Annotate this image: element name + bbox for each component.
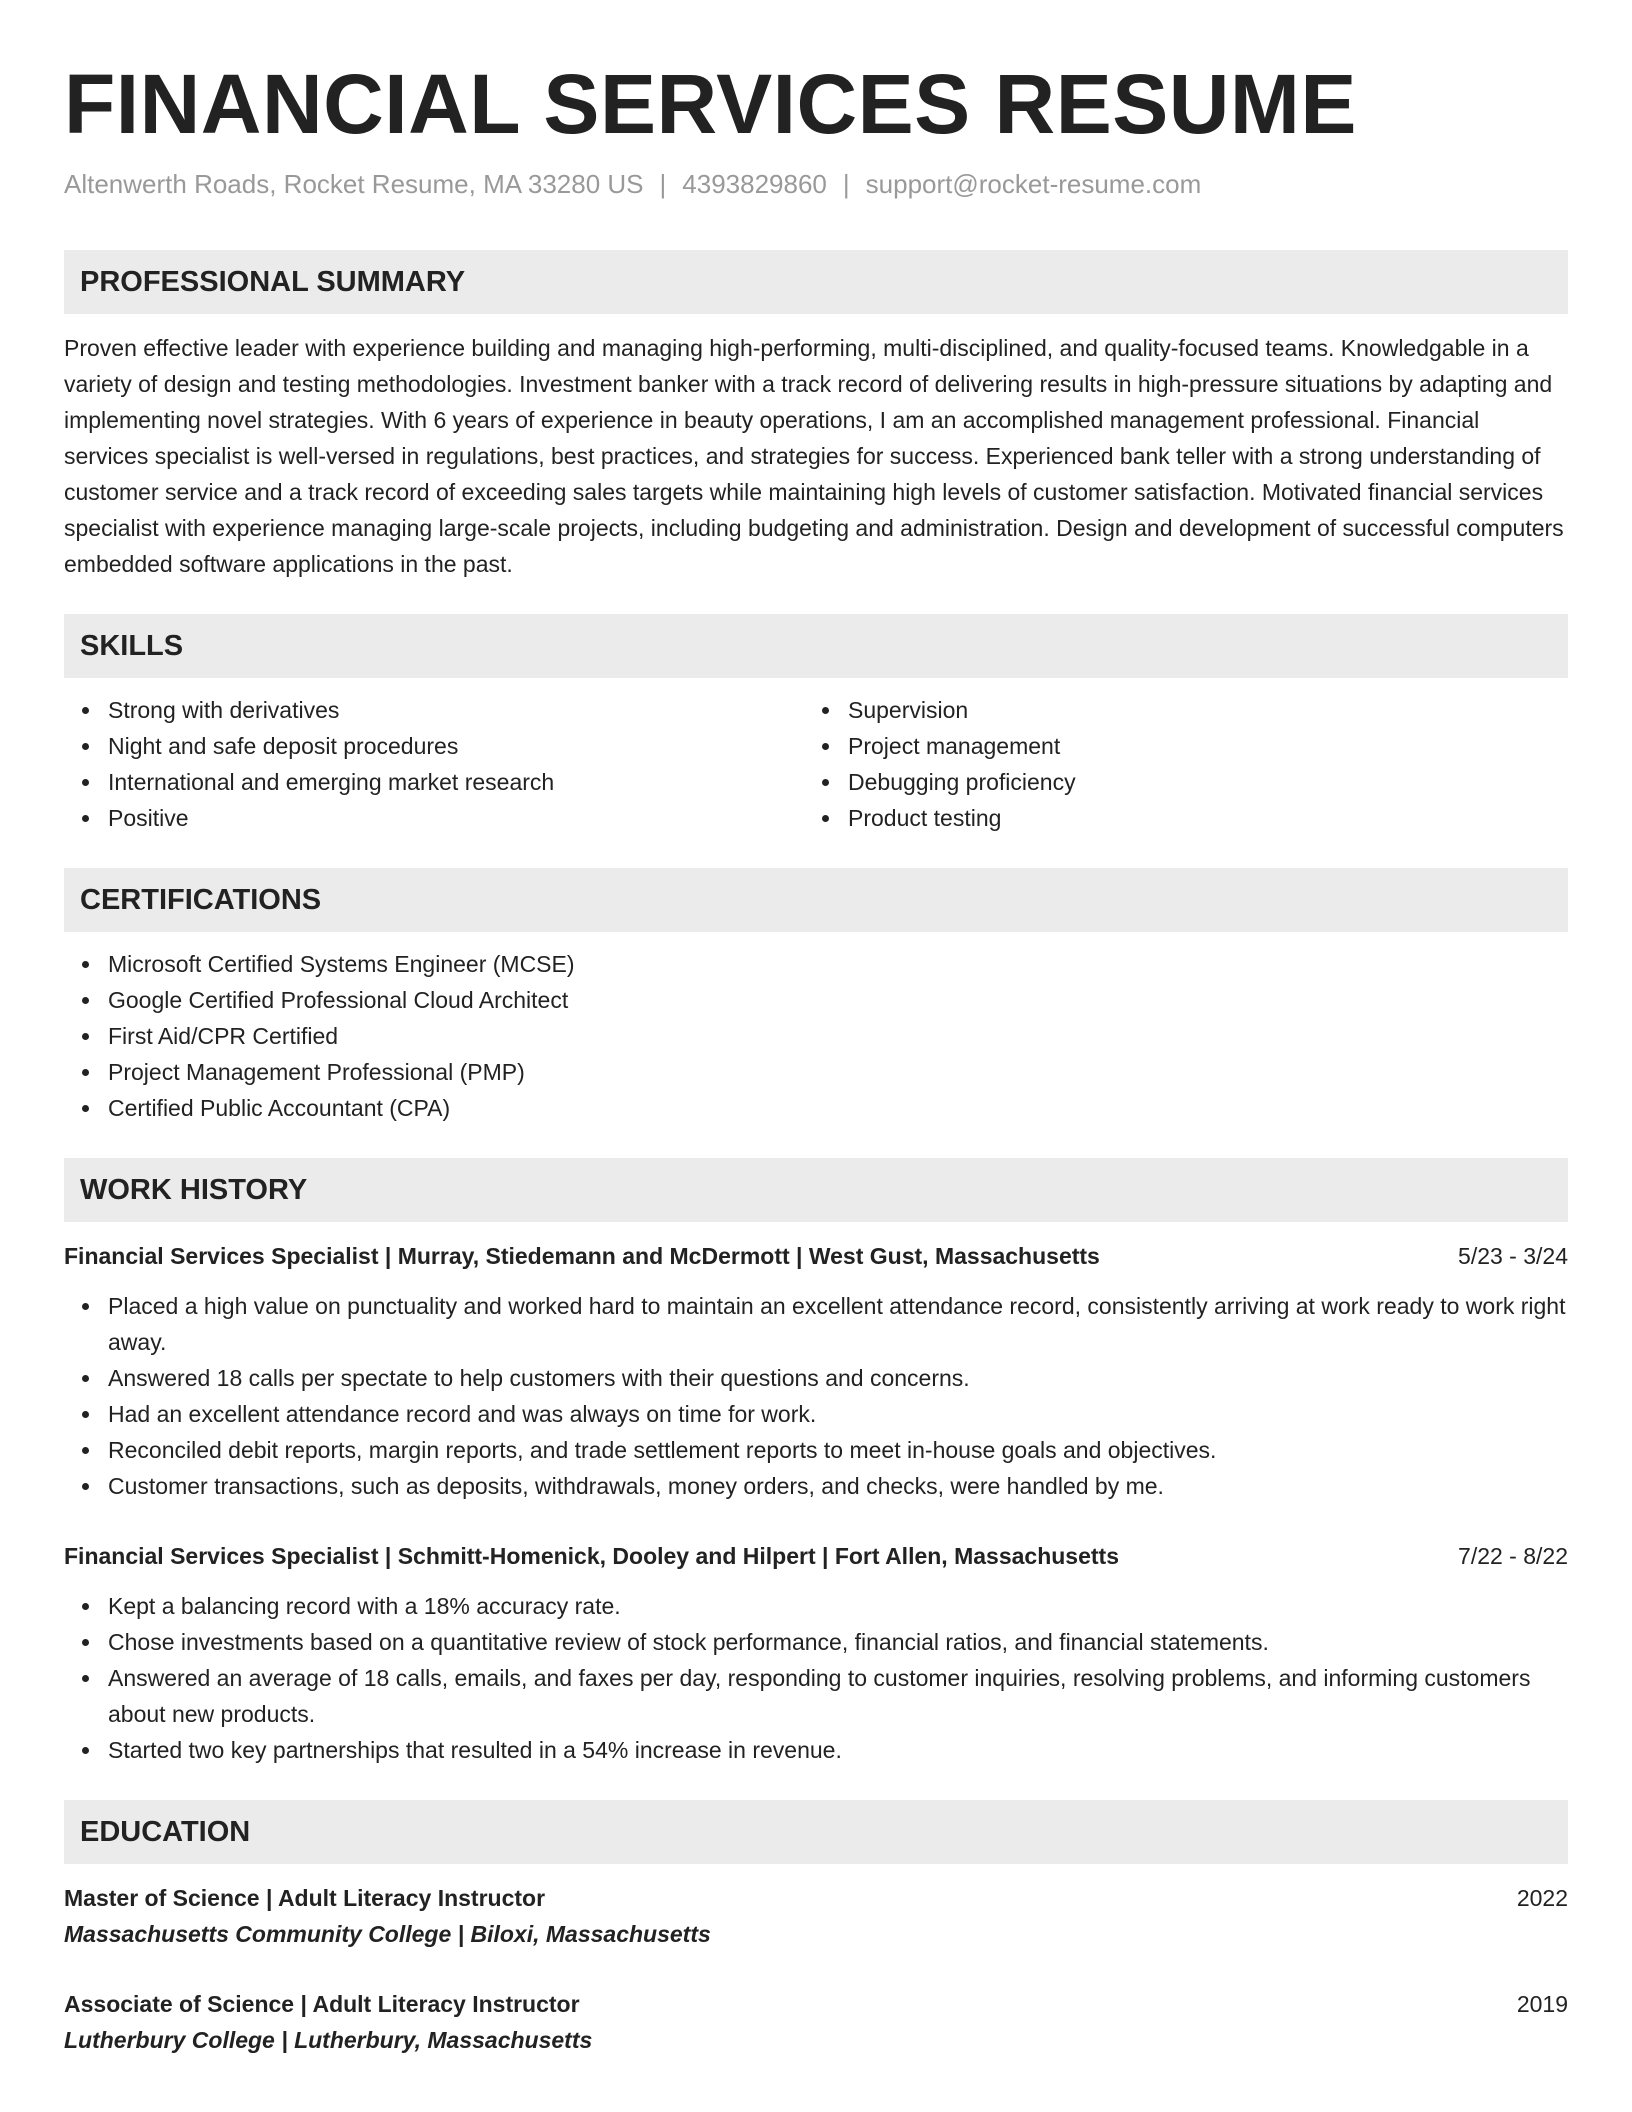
job-dates: 7/22 - 8/22 xyxy=(1458,1543,1568,1569)
job-dates: 5/23 - 3/24 xyxy=(1458,1243,1568,1269)
job-header xyxy=(64,1238,1568,1274)
section-header-skills: SKILLS xyxy=(64,614,1568,678)
skill-item: Strong with derivatives xyxy=(64,692,804,728)
education-school: Lutherbury College | Lutherbury, Massachusetts xyxy=(64,2027,593,2053)
job-bullet: Chose investments based on a quantitative review of stock performance, financial ratios, and financial statements. xyxy=(64,1624,1568,1660)
contact-separator: | xyxy=(659,169,667,199)
skill-item: Debugging proficiency xyxy=(804,764,1544,800)
skill-item: International and emerging market research xyxy=(64,764,804,800)
contact-address: Altenwerth Roads, Rocket Resume, MA 33280 US xyxy=(64,169,644,199)
skill-item: Project management xyxy=(804,728,1544,764)
job-bullet: Had an excellent attendance record and was always on time for work. xyxy=(64,1396,1568,1432)
job-bullet: Answered an average of 18 calls, emails, and faxes per day, responding to customer inquiries, resolving problems, and informing customers about new products. xyxy=(64,1660,1568,1732)
job-entry xyxy=(64,1538,1568,1768)
contact-separator: | xyxy=(842,169,850,199)
education-school: Massachusetts Community College | Biloxi, Massachusetts xyxy=(64,1921,711,1947)
education-header xyxy=(64,1986,1568,2022)
education-header xyxy=(64,1880,1568,1916)
job-title: Financial Services Specialist | Schmitt-Homenick, Dooley and Hilpert | Fort Allen, Massachusetts xyxy=(64,1543,1119,1569)
resume-title: FINANCIAL SERVICES RESUME xyxy=(64,57,1357,151)
job-header xyxy=(64,1538,1568,1574)
skills-grid xyxy=(64,692,1568,836)
job-bullet: Started two key partnerships that resulted in a 54% increase in revenue. xyxy=(64,1732,1568,1768)
section-header-work-history: WORK HISTORY xyxy=(64,1158,1568,1222)
skills-column-right xyxy=(804,692,1544,836)
skill-item: Supervision xyxy=(804,692,1544,728)
job-title: Financial Services Specialist | Murray, Stiedemann and McDermott | West Gust, Massachusetts xyxy=(64,1243,1100,1269)
job-bullet: Answered 18 calls per spectate to help customers with their questions and concerns. xyxy=(64,1360,1568,1396)
certification-item: Project Management Professional (PMP) xyxy=(64,1054,1568,1090)
certification-item: Certified Public Accountant (CPA) xyxy=(64,1090,1568,1126)
job-bullet: Placed a high value on punctuality and worked hard to maintain an excellent attendance record, consistently arriving at work ready to work right away. xyxy=(64,1288,1568,1360)
education-degree: Master of Science | Adult Literacy Instructor xyxy=(64,1885,546,1911)
skill-item: Positive xyxy=(64,800,804,836)
certification-item: First Aid/CPR Certified xyxy=(64,1018,1568,1054)
summary-text: Proven effective leader with experience building and managing high-performing, multi-disciplined, and quality-focused teams. Knowledgable in a variety of design and testing methodologies. Investment banker with a track record of delivering results in high-pressure situations by adapting and implementing novel strategies. With 6 years of experience in beauty operations, I am an accomplished management professional. Financial services specialist is well-versed in regulations, best practices, and strategies for success. Experienced bank teller with a strong understanding of customer service and a track record of exceeding sales targets while maintaining high levels of customer satisfaction. Motivated financial services specialist with experience managing large-scale projects, including budgeting and administration. Design and development of successful computers embedded software applications in the past. xyxy=(64,335,1564,577)
section-header-summary: PROFESSIONAL SUMMARY xyxy=(64,250,1568,314)
certifications-list xyxy=(64,946,1568,1126)
education-year: 2022 xyxy=(1516,1885,1568,1911)
certification-item: Google Certified Professional Cloud Architect xyxy=(64,982,1568,1018)
certification-item: Microsoft Certified Systems Engineer (MCSE) xyxy=(64,946,1568,982)
skills-column-left xyxy=(64,692,804,836)
job-entry xyxy=(64,1238,1568,1504)
job-bullets xyxy=(64,1288,1568,1504)
section-header-certifications: CERTIFICATIONS xyxy=(64,868,1568,932)
education-degree: Associate of Science | Adult Literacy Instructor xyxy=(64,1991,580,2017)
skill-item: Product testing xyxy=(804,800,1544,836)
contact-line xyxy=(64,168,1568,200)
education-entry xyxy=(64,1880,1568,1952)
skill-item: Night and safe deposit procedures xyxy=(64,728,804,764)
job-bullets xyxy=(64,1588,1568,1768)
contact-email: support@rocket-resume.com xyxy=(865,169,1202,199)
job-bullet: Kept a balancing record with a 18% accuracy rate. xyxy=(64,1588,1568,1624)
contact-phone: 4393829860 xyxy=(682,169,827,199)
education-entry xyxy=(64,1986,1568,2058)
job-bullet: Reconciled debit reports, margin reports, and trade settlement reports to meet in-house goals and objectives. xyxy=(64,1432,1568,1468)
job-bullet: Customer transactions, such as deposits, withdrawals, money orders, and checks, were handled by me. xyxy=(64,1468,1568,1504)
section-header-education: EDUCATION xyxy=(64,1800,1568,1864)
education-year: 2019 xyxy=(1516,1991,1568,2017)
